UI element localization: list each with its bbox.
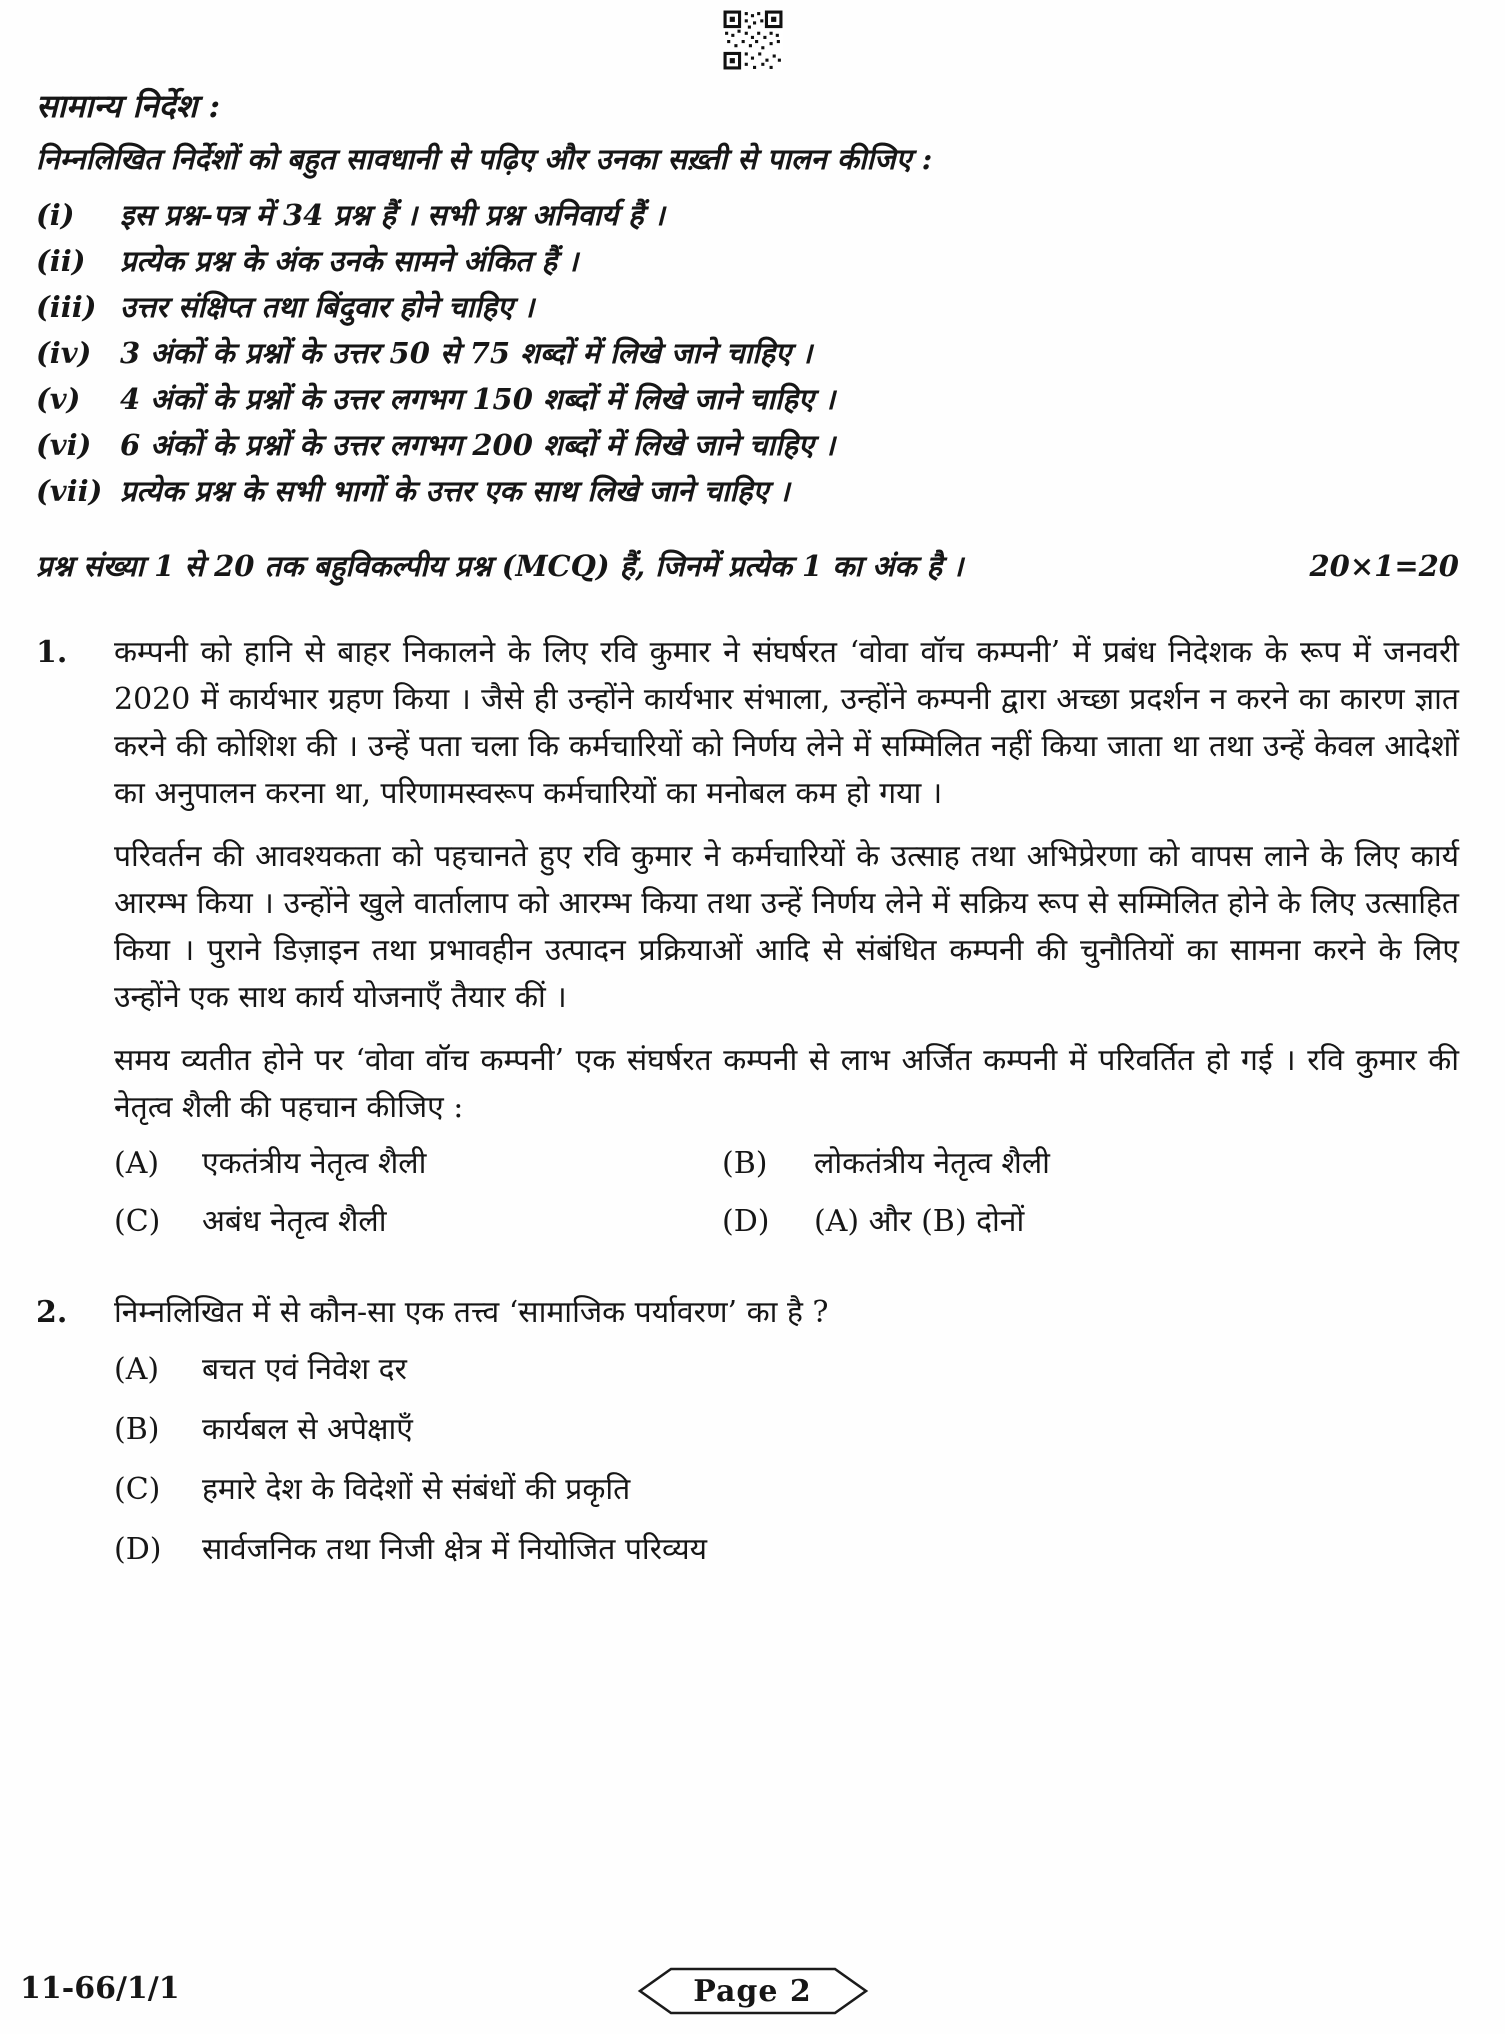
- instruction-label: (iv): [36, 336, 92, 370]
- mcq-note-marks: 20×1=20: [1309, 549, 1459, 583]
- option-text: अबंध नेतृत्व शैली: [202, 1204, 387, 1239]
- option-label: (D): [722, 1204, 770, 1239]
- instruction-text: 4 अंकों के प्रश्नों के उत्तर लगभग 150 शब्दों में लिखे जाने चाहिए ।: [120, 382, 835, 416]
- option-label: (B): [722, 1146, 768, 1181]
- instruction-label: (v): [36, 382, 81, 416]
- instructions-intro: निम्नलिखित निर्देशों को बहुत सावधानी से पढ़िए और उनका सख़्ती से पालन कीजिए :: [36, 142, 933, 176]
- mcq-note-text: प्रश्न संख्या 1 से 20 तक बहुविकल्पीय प्रश्न (MCQ) हैं, जिनमें प्रत्येक 1 का अंक है ।: [36, 549, 964, 583]
- question-paragraph: कम्पनी को हानि से बाहर निकालने के लिए रवि कुमार ने संघर्षरत ‘वोवा वॉच कम्पनी’ में प्रबंध निदेशक के रूप में जनवरी 2020 में कार्यभार ग्रहण किया । जैसे ही उन्होंने कार्यभार संभाला, उन्होंने कम्पनी द्वारा अच्छा प्रदर्शन न करने का कारण ज्ञात करने की कोशिश की । उन्हें पता चला कि कर्मचारियों को निर्णय लेने में सम्मिलित नहीं किया जाता था तथा उन्हें केवल आदेशों का अनुपालन करना था, परिणामस्वरूप कर्मचारियों का मनोबल कम हो गया ।: [114, 635, 1459, 811]
- instruction-item: [36, 238, 1459, 284]
- instruction-text: प्रत्येक प्रश्न के सभी भागों के उत्तर एक साथ लिखे जाने चाहिए ।: [120, 474, 790, 508]
- instruction-text-bold: सभी प्रश्न अनिवार्य हैं: [427, 198, 644, 232]
- question-number: 1.: [36, 635, 68, 670]
- instruction-item: [36, 330, 1459, 376]
- question-paragraph: समय व्यतीत होने पर ‘वोवा वॉच कम्पनी’ एक संघर्षरत कम्पनी से लाभ अर्जित कम्पनी में परिवर्तित हो गई । रवि कुमार की नेतृत्व शैली की पहचान कीजिए :: [114, 1043, 1459, 1125]
- option-text: बचत एवं निवेश दर: [202, 1352, 407, 1387]
- question-body: [114, 629, 1459, 1245]
- option-text: एकतंत्रीय नेतृत्व शैली: [202, 1146, 427, 1181]
- instruction-text: [120, 192, 1459, 238]
- option-label: (B): [114, 1412, 160, 1447]
- option-text: सार्वजनिक तथा निजी क्षेत्र में नियोजित परिव्यय: [202, 1532, 708, 1567]
- mcq-section-note: [36, 546, 1459, 585]
- instruction-item: [36, 376, 1459, 422]
- instruction-text: उत्तर संक्षिप्त तथा बिंदुवार होने चाहिए ।: [120, 290, 535, 324]
- question-options: [114, 1141, 1459, 1245]
- qr-code: [723, 10, 783, 70]
- instruction-label: (iii): [36, 290, 97, 324]
- instruction-item: [36, 468, 1459, 514]
- instruction-label: (ii): [36, 244, 86, 278]
- instruction-item: [36, 192, 1459, 238]
- page-number-badge: [637, 1966, 869, 2016]
- option-label: (D): [114, 1532, 162, 1567]
- instruction-text-part: इस प्रश्न-पत्र में 34 प्रश्न हैं ।: [120, 198, 428, 232]
- instruction-text: 3 अंकों के प्रश्नों के उत्तर 50 से 75 शब्दों में लिखे जाने चाहिए ।: [120, 336, 813, 370]
- instructions-list: [36, 192, 1459, 514]
- option-text: हमारे देश के विदेशों से संबंधों की प्रकृति: [202, 1472, 631, 1507]
- instruction-text: प्रत्येक प्रश्न के अंक उनके सामने अंकित हैं ।: [120, 244, 579, 278]
- question-2: [36, 1289, 1459, 1572]
- question-paragraph: निम्नलिखित में से कौन-सा एक तत्त्व ‘सामाजिक पर्यावरण’ का है ?: [114, 1295, 829, 1330]
- page-number-label: Page 2: [693, 1973, 812, 2009]
- question-options: [114, 1348, 1459, 1572]
- option-label: (A): [114, 1352, 160, 1387]
- option-text: कार्यबल से अपेक्षाएँ: [202, 1412, 413, 1447]
- option-label: (A): [114, 1146, 160, 1181]
- option-text: लोकतंत्रीय नेतृत्व शैली: [814, 1146, 1050, 1181]
- instruction-text: 6 अंकों के प्रश्नों के उत्तर लगभग 200 शब्दों में लिखे जाने चाहिए ।: [120, 428, 835, 462]
- instructions-heading: सामान्य निर्देश :: [36, 87, 221, 125]
- question-paragraph: परिवर्तन की आवश्यकता को पहचानते हुए रवि कुमार ने कर्मचारियों के उत्साह तथा अभिप्रेरणा को वापस लाने के लिए कार्य आरम्भ किया । उन्होंने खुले वार्तालाप को आरम्भ किया तथा उन्हें निर्णय लेने में सक्रिय रूप से सम्मिलित होने के लिए उत्साहित किया । पुराने डिज़ाइन तथा प्रभावहीन उत्पादन प्रक्रियाओं आदि से संबंधित कम्पनी की चुनौतियों का सामना करने के लिए उन्होंने एक साथ कार्य योजनाएँ तैयार कीं ।: [114, 839, 1459, 1015]
- instruction-text-part: ।: [643, 198, 665, 232]
- question-body: [114, 1289, 1459, 1572]
- question-1: [36, 629, 1459, 1245]
- paper-code: 11-66/1/1: [20, 1971, 180, 2006]
- instruction-label: (vi): [36, 428, 92, 462]
- instruction-item: [36, 422, 1459, 468]
- option-label: (C): [114, 1204, 161, 1239]
- instruction-label: (i): [36, 198, 75, 232]
- option-label: (C): [114, 1472, 161, 1507]
- instruction-label: (vii): [36, 474, 103, 508]
- general-instructions-section: [36, 84, 1459, 514]
- question-number: 2.: [36, 1295, 68, 1330]
- option-text: (A) और (B) दोनों: [814, 1204, 1025, 1239]
- page-content: [0, 74, 1505, 1572]
- instruction-item: [36, 284, 1459, 330]
